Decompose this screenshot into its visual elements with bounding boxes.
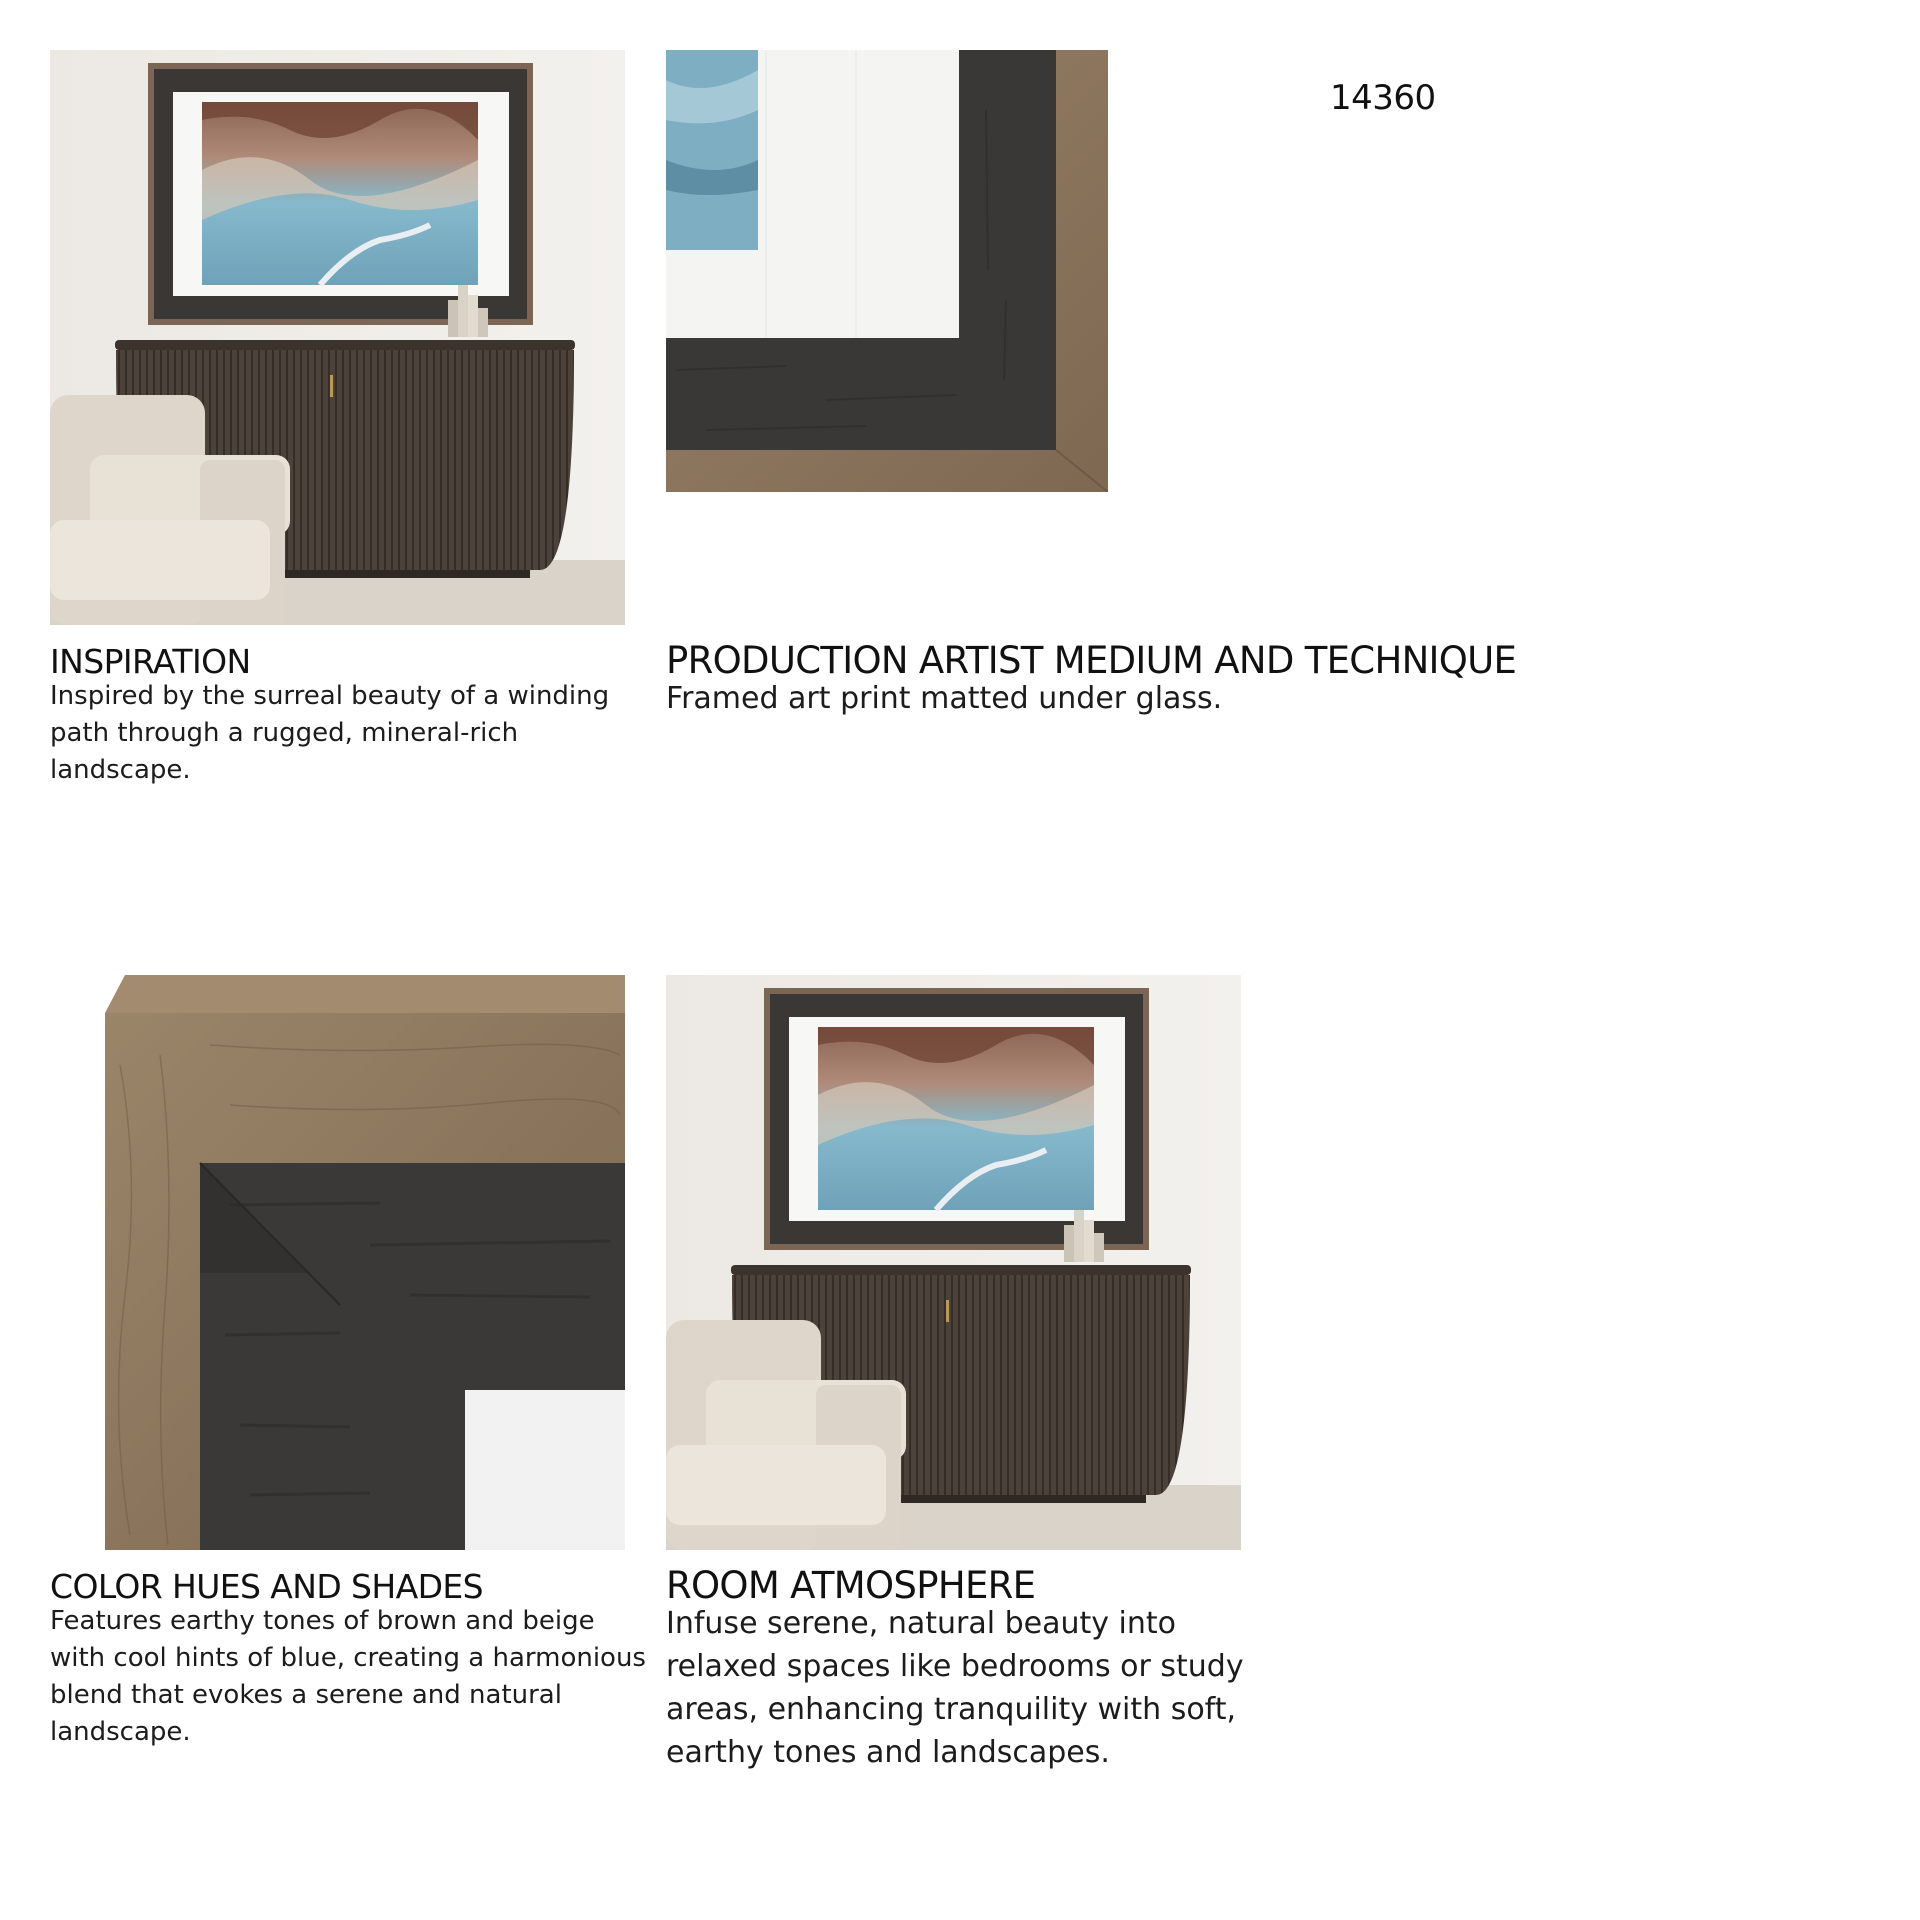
inspiration-text (50, 678, 650, 789)
color-text (50, 1603, 670, 1751)
color-line: landscape. (50, 1717, 191, 1747)
production-heading: PRODUCTION ARTIST MEDIUM AND TECHNIQUE (666, 639, 1517, 682)
inspiration-line: Inspired by the surreal beauty of a winding (50, 681, 610, 711)
room-line: relaxed spaces like bedrooms or study (666, 1649, 1244, 1684)
room-scene-image-top (50, 50, 625, 625)
room-text (666, 1602, 1286, 1774)
room-scene-illustration (50, 50, 625, 625)
inspiration-line: landscape. (50, 755, 191, 785)
frame-corner-image (666, 50, 1108, 492)
inspiration-line: path through a rugged, mineral-rich (50, 718, 519, 748)
color-line: blend that evokes a serene and natural (50, 1680, 562, 1710)
color-line: with cool hints of blue, creating a harmonious (50, 1643, 646, 1673)
production-text (666, 677, 1466, 720)
room-line: Infuse serene, natural beauty into (666, 1606, 1176, 1641)
color-heading: COLOR HUES AND SHADES (50, 1567, 483, 1606)
room-heading: ROOM ATMOSPHERE (666, 1564, 1036, 1607)
frame-texture-image (50, 975, 625, 1550)
production-line: Framed art print matted under glass. (666, 681, 1223, 716)
product-code: 14360 (1330, 78, 1436, 118)
room-line: earthy tones and landscapes. (666, 1735, 1110, 1770)
room-scene-image-bottom (666, 975, 1241, 1550)
frame-corner-illustration (666, 50, 1108, 492)
room-line: areas, enhancing tranquility with soft, (666, 1692, 1237, 1727)
color-line: Features earthy tones of brown and beige (50, 1606, 595, 1636)
room-scene-illustration-2 (666, 975, 1241, 1550)
inspiration-heading: INSPIRATION (50, 642, 251, 681)
frame-texture-illustration (50, 975, 625, 1550)
